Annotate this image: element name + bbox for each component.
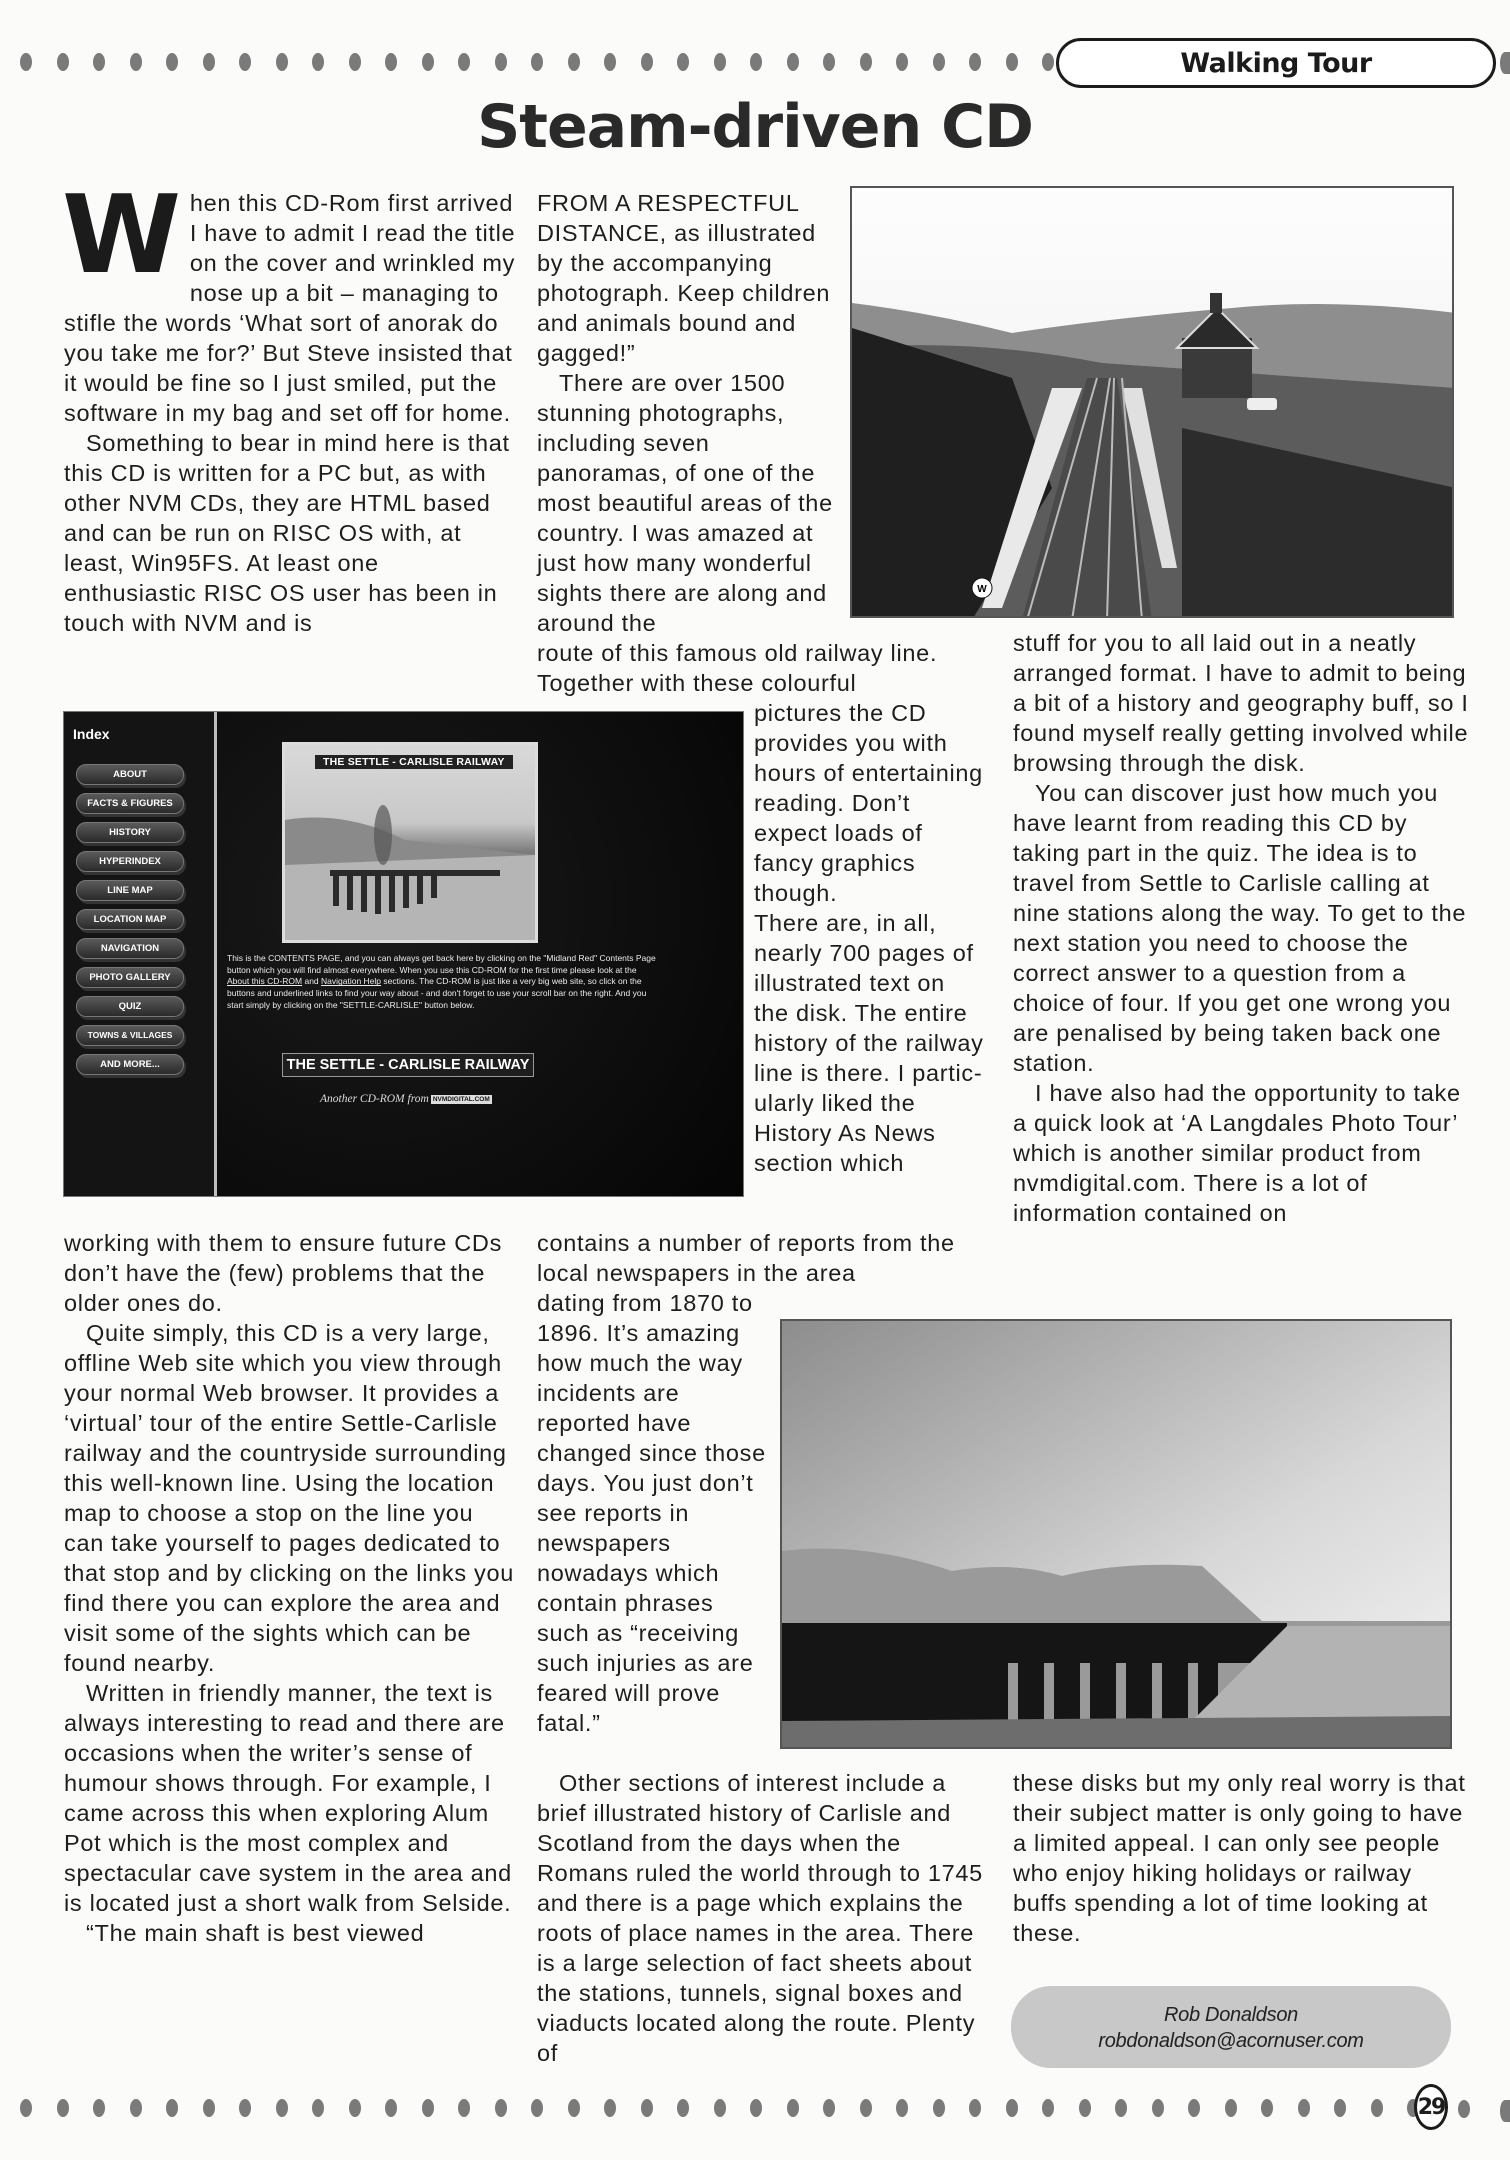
dot [531, 53, 543, 71]
paragraph: I have also had the opportunity to take a quick look at ‘A Langdales Photo Tour’ which is another similar product from nvmdigital.com. There is a lot of information contained on [1013, 1080, 1461, 1226]
column-3-top [1013, 628, 1473, 1228]
dot [166, 2099, 178, 2117]
nav-about-button[interactable]: ABOUT [76, 764, 184, 785]
dot [1458, 2100, 1470, 2118]
dot [568, 53, 580, 71]
author-name: Rob Donaldson [1164, 2004, 1298, 2026]
column-3-bottom [1013, 1768, 1473, 1948]
column-1-top [62, 173, 516, 638]
dot [458, 2099, 470, 2117]
edge-dot [1500, 52, 1510, 74]
dot [422, 2099, 434, 2117]
dot [896, 53, 908, 71]
dot [166, 53, 178, 71]
dot [714, 53, 726, 71]
dot [276, 2099, 288, 2117]
column-2-wrap [537, 1288, 767, 1738]
column-2-top [537, 188, 847, 638]
dot [1079, 2099, 1091, 2117]
dot [823, 2099, 835, 2117]
dot [1298, 2099, 1310, 2117]
dot [1371, 2099, 1383, 2117]
intro-text: sections. The CD-ROM is just like a very big web site, so click on the buttons and underlined links to find your way about - and don't forget to use your scroll bar on the right. And you start simply by clicking on the "SETTLE-CARLISLE" button below. [227, 976, 647, 1010]
column-2-bottom [537, 1768, 987, 2068]
top-dot-rule [20, 48, 1079, 76]
paragraph: working with them to ensure future CDs don’t have the (few) problems that the older ones do. [64, 1230, 503, 1316]
nav-navigation-button[interactable]: NAVIGATION [76, 938, 184, 959]
dot [312, 53, 324, 71]
dot [531, 2099, 543, 2117]
dot [750, 2099, 762, 2117]
paragraph: contains a number of reports from the local newspapers in the area [537, 1230, 955, 1286]
dot [458, 53, 470, 71]
intro-text: and [302, 976, 322, 987]
dot [969, 53, 981, 71]
contents-intro [227, 953, 657, 1012]
paragraph: You can discover just how much you have learnt from reading this CD by taking part in the quiz. The idea is to travel from Settle to Carlisle calling at nine stations along the way. To get to the next station you need to choose the correct answer to a question from a choice of four. If you get one wrong you are penalised by being taken back one station. [1013, 780, 1467, 1076]
dot [1006, 53, 1018, 71]
dot [568, 2099, 580, 2117]
dot [1334, 2099, 1346, 2117]
paragraph: Something to bear in mind here is that this CD is written for a PC but, as with other NVM CDs, they are HTML based and can be run on RISC OS with, at least, Win95FS. At least one enthusiastic RISC OS user has been in touch with NVM and is [64, 430, 510, 636]
edge-dot [1500, 2100, 1510, 2122]
cdrom-screenshot [63, 711, 744, 1197]
navigation-help-link[interactable]: Navigation Help [321, 976, 382, 987]
nav-quiz-button[interactable]: QUIZ [76, 996, 184, 1017]
dot [787, 53, 799, 71]
dot [1188, 2099, 1200, 2117]
dot [130, 53, 142, 71]
dot [239, 53, 251, 71]
index-sidebar [64, 712, 217, 1196]
dot [1115, 2099, 1127, 2117]
paragraph: pictures the CD provides you with hours of entertaining reading. Don’t expect loads of fancy graphics though. [754, 700, 983, 906]
paragraph: There are over 1500 stunning photographs, including seven panoramas, of one of the most beautiful areas of the country. I was amazed at just how many wonderful sights there are along and around the [537, 370, 833, 636]
viaduct-image [285, 745, 535, 940]
dot [385, 53, 397, 71]
dot [1042, 2099, 1054, 2117]
page-number-text: 29 [1417, 2094, 1445, 2120]
dot [203, 53, 215, 71]
paragraph: Written in friendly manner, the text is always interesting to read and there are occasions when the writer’s sense of humour shows through. For example, I came across this when exploring Alum Pot which is the most complex and spectacular cave system in the area and is located just a short walk from Selside. [64, 1680, 512, 1916]
column-2-narrow [754, 698, 984, 1178]
text-line: Together with these colourful [537, 670, 857, 696]
nav-location-map-button[interactable]: LOCATION MAP [76, 909, 184, 930]
intro-text: This is the CONTENTS PAGE, and you can always get back here by clicking on the "Midland Red" Contents Page button which you will find almost everywhere. When you use this CD-ROM for the first time please look at the [227, 953, 656, 975]
dot [641, 53, 653, 71]
dot [93, 2099, 105, 2117]
viaduct-image [782, 1321, 1452, 1749]
dot [787, 2099, 799, 2117]
viaduct-photo [780, 1319, 1452, 1749]
dot [1152, 2099, 1164, 2117]
dot [969, 2099, 981, 2117]
dot [276, 53, 288, 71]
dot [239, 2099, 251, 2117]
dot [349, 53, 361, 71]
nvm-logo[interactable]: NVMDIGITAL.COM [432, 1095, 490, 1103]
dot [1225, 2099, 1237, 2117]
paragraph: stuff for you to all laid out in a neatly arranged format. I have to admit to being a bit of a history and geography buff, so I found myself really getting involved while browsing through the disk. [1013, 630, 1469, 776]
dot [57, 2099, 69, 2117]
dot [1006, 2099, 1018, 2117]
dot [20, 2099, 32, 2117]
dot [677, 53, 689, 71]
dot [823, 53, 835, 71]
dot [93, 53, 105, 71]
dot [1042, 53, 1054, 71]
dot [312, 2099, 324, 2117]
dot [385, 2099, 397, 2117]
bottom-dot-rule [20, 2094, 1444, 2122]
paragraph: these disks but my only real worry is that their subject matter is only going to have a limited appeal. I can only see people who enjoy hiking holidays or railway buffs spending a lot of time looking at these. [1013, 1770, 1466, 1946]
contents-page [217, 712, 743, 1196]
station-photo [850, 186, 1454, 618]
paragraph: There are, in all, nearly 700 pages of illustrated text on the disk. The entire history of the railway line is there. I partic-ularly liked the History As News section which [754, 910, 984, 1176]
dot [495, 2099, 507, 2117]
dot [604, 2099, 616, 2117]
photo-caption: THE SETTLE - CARLISLE RAILWAY [315, 755, 513, 769]
column-1-bottom [64, 1228, 516, 1948]
dot [860, 53, 872, 71]
dot [20, 53, 32, 71]
nav-more-button[interactable]: AND MORE... [76, 1054, 184, 1075]
author-byline [1011, 1986, 1451, 2068]
publisher-credit [320, 1093, 492, 1105]
dot [203, 2099, 215, 2117]
credit-text: Another CD-ROM from [320, 1093, 429, 1105]
nav-line-map-button[interactable]: LINE MAP [76, 880, 184, 901]
section-tag [1056, 38, 1496, 88]
nav-facts-button[interactable]: FACTS & FIGURES [76, 793, 184, 814]
dot [896, 2099, 908, 2117]
drop-cap: W [62, 173, 182, 298]
dot [641, 2099, 653, 2117]
nav-hyperindex-button[interactable]: HYPERINDEX [76, 851, 184, 872]
about-link[interactable]: About this CD-ROM [227, 976, 303, 987]
text-line: route of this famous old railway line. [537, 640, 938, 666]
paragraph: dating from 1870 to 1896. It’s amazing how much the way incidents are reported have changed since those days. You just don’t see reports in newspapers nowadays which contain phrases such as “receiving such injuries as are feared will prove fatal.” [537, 1290, 766, 1736]
paragraph: Other sections of interest include a brief illustrated history of Carlisle and Scotland from the days when the Romans ruled the world through to 1745 and there is a page which explains the roots of place names in the area. There is a large selection of fact sheets about the stations, tunnels, signal boxes and viaducts located along the route. Plenty of [537, 1770, 983, 2066]
station-marker-label: W [977, 584, 987, 595]
nav-towns-button[interactable]: TOWNS & VILLAGES [76, 1025, 184, 1046]
paragraph: “The main shaft is best viewed [86, 1920, 425, 1946]
settle-carlisle-button[interactable]: THE SETTLE - CARLISLE RAILWAY [282, 1053, 534, 1077]
nav-history-button[interactable]: HISTORY [76, 822, 184, 843]
dot [933, 2099, 945, 2117]
dot [933, 53, 945, 71]
paragraph: FROM A RESPECTFUL DISTANCE, as illustrated by the accompanying photograph. Keep children and animals bound and gagged!” [537, 190, 831, 366]
viaduct-thumbnail [282, 742, 538, 943]
section-label: Walking Tour [1180, 47, 1372, 79]
index-heading: Index [73, 726, 110, 742]
paragraph: hen this CD-Rom first arrived I have to admit I read the title on the cover and wrinkled my nose up a bit – managing to stifle the words ‘What sort of anorak do you take me for?’ But Steve insisted that it would be fine so I just smiled, put the software in my bag and set off for home. [64, 190, 516, 426]
dot [604, 53, 616, 71]
dot [860, 2099, 872, 2117]
author-email[interactable]: robdonaldson@acornuser.com [1098, 2030, 1364, 2052]
dot [57, 53, 69, 71]
dot [495, 53, 507, 71]
nav-photo-gallery-button[interactable]: PHOTO GALLERY [76, 967, 184, 988]
dot [422, 53, 434, 71]
article-title: Steam-driven CD [477, 92, 1033, 162]
dot [130, 2099, 142, 2117]
dot [714, 2099, 726, 2117]
page-number [1414, 2084, 1448, 2130]
column-2-fullline [537, 638, 1017, 698]
dot [677, 2099, 689, 2117]
dot [349, 2099, 361, 2117]
column-2-mid [537, 1228, 977, 1288]
dot [1261, 2099, 1273, 2117]
station-image [852, 188, 1454, 618]
dot [750, 53, 762, 71]
paragraph: Quite simply, this CD is a very large, offline Web site which you view through your normal Web browser. It provides a ‘virtual’ tour of the entire Settle-Carlisle railway and the countryside surrounding this well-known line. Using the location map to choose a stop on the line you can take yourself to pages dedicated to that stop and by clicking on the links you find there you can explore the area and visit some of the sights which can be found nearby. [64, 1320, 515, 1676]
